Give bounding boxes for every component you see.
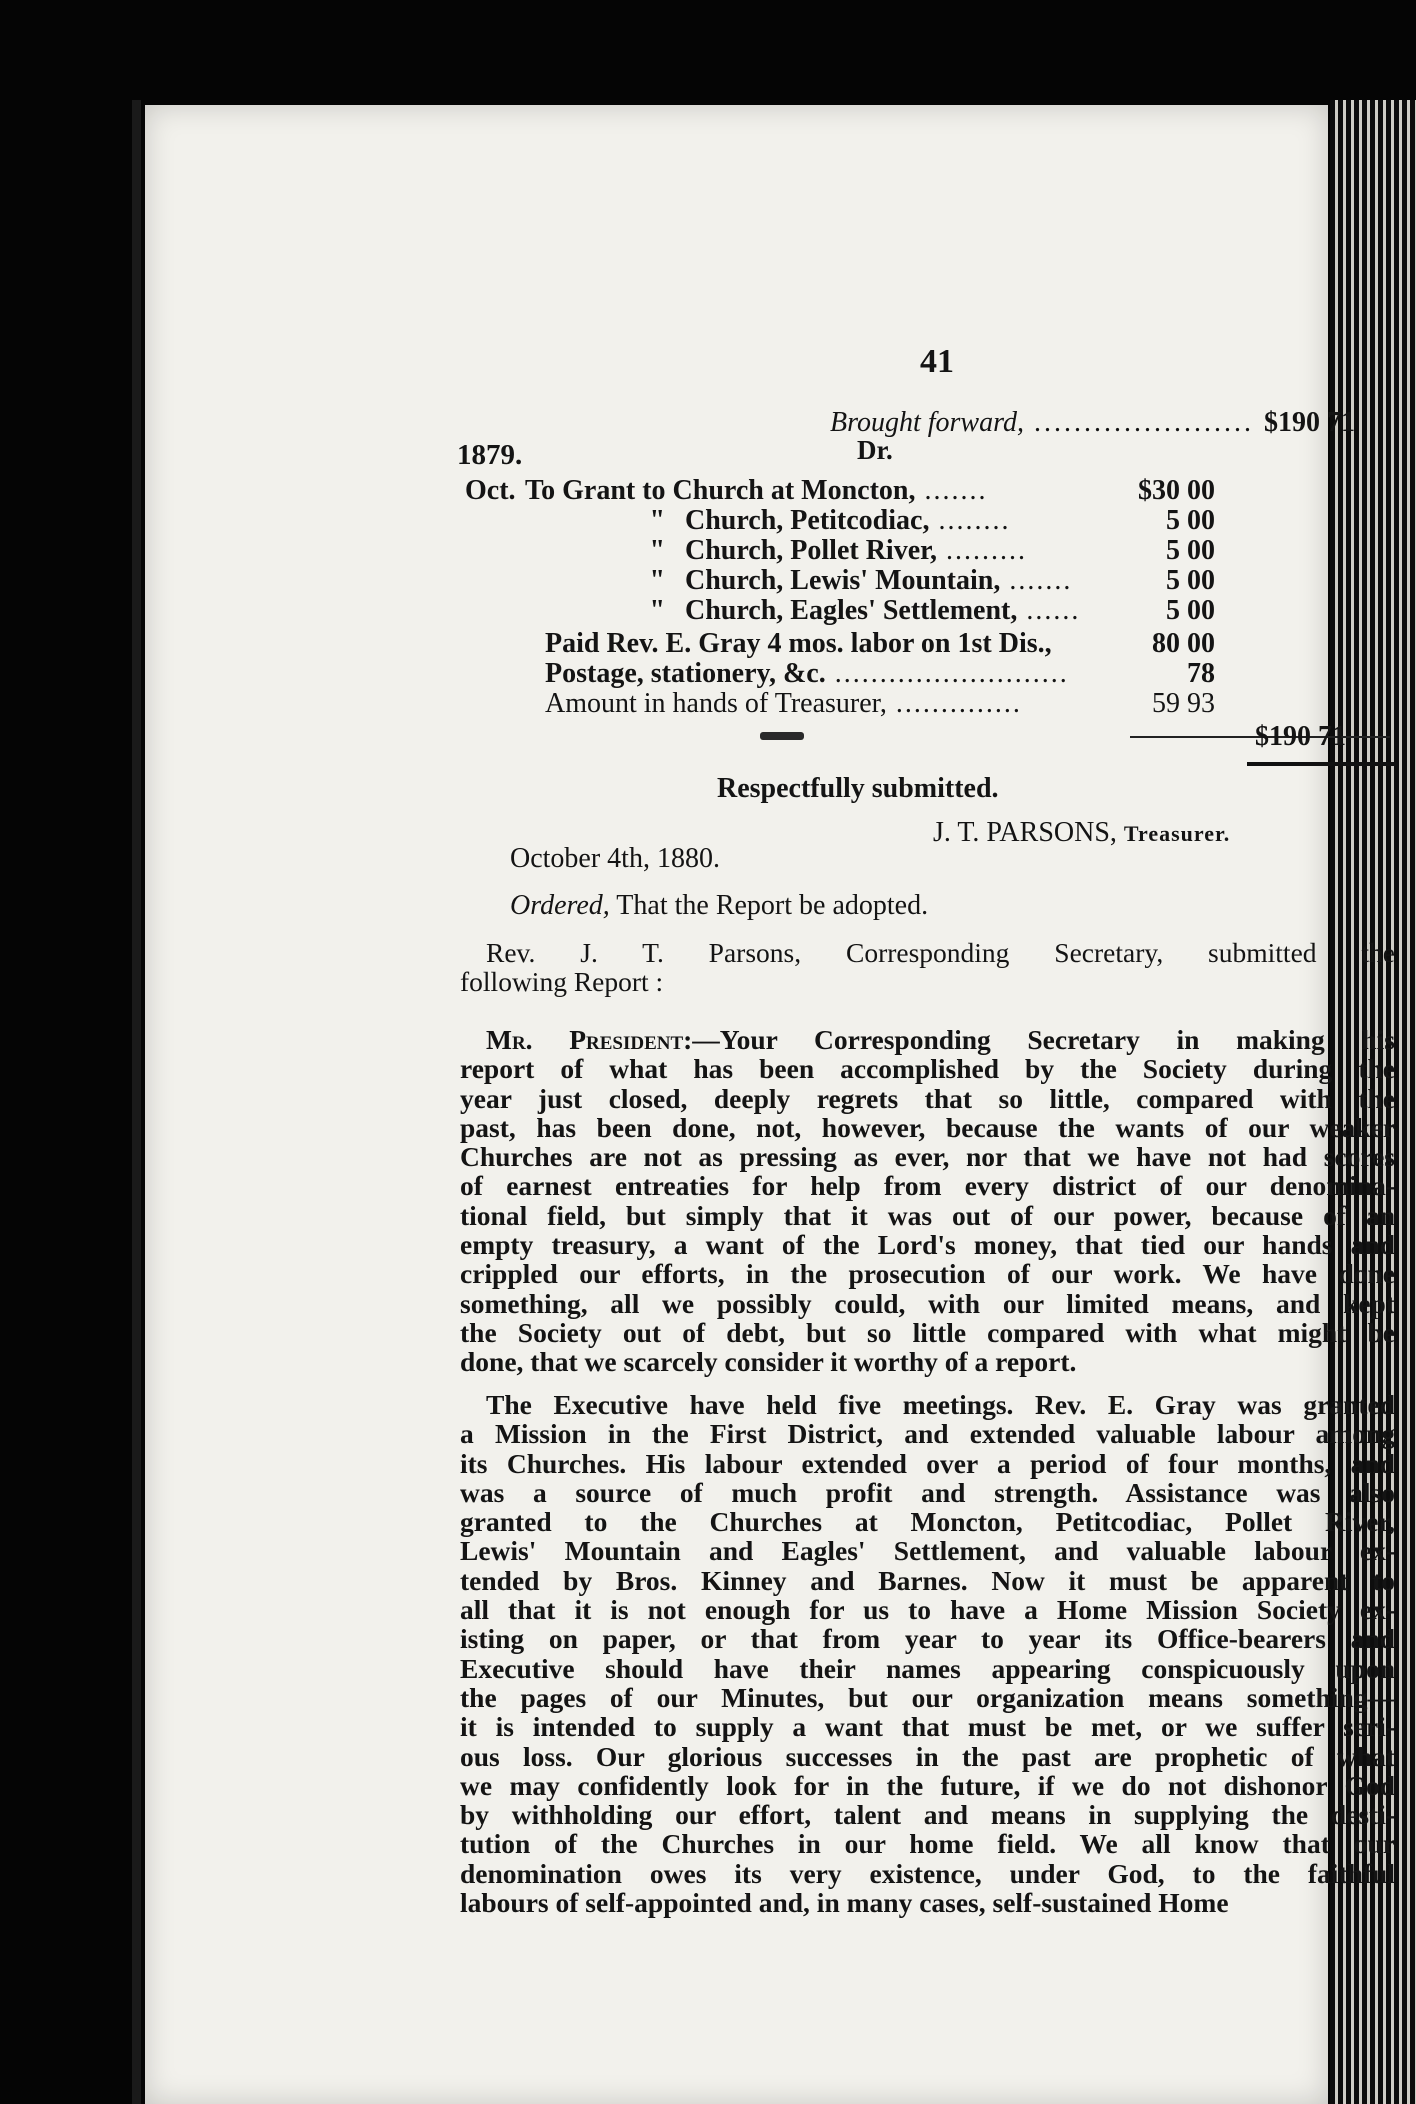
text-line: tional field, but simply that it was out of our power, because of an [460,1199,1395,1231]
text-line: Executive should have their names appearing conspicuously upon [460,1652,1395,1684]
leader-dots: ......... [937,535,1027,566]
brought-forward-line [830,407,1355,439]
text-line: denomination owes its very existence, under God, to the faithful [460,1857,1395,1889]
leader-dots: .......................... [825,658,1069,689]
ledger-row-amount: 80 00 [1152,628,1215,659]
ledger-row [465,535,1215,567]
ledger-row-prefix: " [649,535,665,566]
text-line: report of what has been accomplished by the Society during the [460,1053,1395,1085]
text-line: a Mission in the First District, and extended valuable labour among [460,1418,1395,1450]
report-date: October 4th, 1880. [510,843,720,874]
text-line: Churches are not as pressing as ever, nor that we have not had scores [460,1141,1395,1173]
text-line: tended by Bros. Kinney and Barnes. Now it must be apparent to [460,1564,1395,1596]
page-left-edge [132,100,141,2104]
leader-dots: ....... [915,475,988,506]
ordered-label: Ordered, [510,890,610,921]
ledger-row [465,475,1215,507]
leader-dots: ...................... [1023,407,1254,438]
text-line: past, has been done, not, however, because the wants of our weaker [460,1111,1395,1143]
ledger-row-prefix: " [649,505,665,536]
text-line: Lewis' Mountain and Eagles' Settlement, and valuable labour ex- [460,1535,1395,1567]
signature-name: J. T. PARSONS, [933,817,1117,848]
ledger-row [545,688,1215,720]
total-double-rule [1247,762,1397,766]
text-line: tution of the Churches in our home field. We all know that our [460,1828,1395,1860]
text-line: the pages of our Minutes, but our organization means something— [460,1681,1395,1713]
text-line: all that it is not enough for us to have a Home Mission Society ex- [460,1594,1395,1626]
text-line: The Executive have held five meetings. Rev. E. Gray was granted [486,1389,1395,1420]
ledger-row [545,628,1215,660]
ledger-row-prefix: " [649,565,665,596]
text-line: ous loss. Our glorious successes in the past are prophetic of what [460,1740,1395,1772]
leader-dots: ....... [1000,565,1073,596]
ledger-row-item: Paid Rev. E. Gray 4 mos. labor on 1st Dis., [545,628,1052,659]
text-line: of earnest entreaties for help from every district of our denomina- [460,1170,1395,1202]
ledger-row-amount: 59 93 [1152,688,1215,719]
ledger-row-item: To Grant to Church at Moncton, [525,475,916,506]
ordered-text: That the Report be adopted. [616,890,929,921]
text-line: something, all we possibly could, with our limited means, and kept [460,1287,1395,1319]
text-line: crippled our efforts, in the prosecution of our work. We have done [460,1258,1395,1290]
text-line: was a source of much profit and strength. Assistance was also [460,1476,1395,1508]
treasurer-signature [933,817,1230,849]
signature-title: Treasurer. [1123,821,1231,846]
ledger-row [465,565,1215,597]
ledger-row-amount: 5 00 [1166,535,1215,566]
ledger-year: 1879. [457,439,523,471]
ledger-row [465,505,1215,537]
text-line: Rev. J. T. Parsons, Corresponding Secretary, submitted the [486,937,1395,968]
ledger-row-item: Church, Petitcodiac, [685,505,930,536]
salutation-label: Mr. President [486,1024,684,1055]
text-line: we may confidently look for in the future, if we do not dishonor God [460,1769,1395,1801]
ordered-line [510,890,928,922]
ledger-total: $190 71 [1255,721,1346,752]
text-line: following Report : [460,966,664,998]
ink-smudge [760,732,804,740]
ledger-row-item: Church, Eagles' Settlement, [685,595,1018,626]
text-line [460,1025,1395,1054]
text-line: by withholding our effort, talent and means in supplying the desti- [460,1799,1395,1831]
ledger-row-item: Church, Pollet River, [685,535,937,566]
text-line: year just closed, deeply regrets that so little, compared with the [460,1082,1395,1114]
ledger-row-item: Postage, stationery, &c. [545,658,826,689]
intro-paragraph [460,938,1395,997]
debit-heading: Dr. [857,435,893,465]
ledger-row-amount: $30 00 [1138,475,1215,506]
text-line: empty treasury, a want of the Lord's money, that tied our hands and [460,1229,1395,1261]
ledger-row-prefix: Oct. [465,475,516,506]
text-line: it is intended to supply a want that must be met, or we suffer seri- [460,1711,1395,1743]
text-line-rest: :—Your Corresponding Secretary in making his [683,1024,1395,1055]
ledger-row [545,658,1215,690]
ledger-row-item: Amount in hands of Treasurer, [545,688,887,719]
brought-forward-amount: $190 71 [1263,407,1355,438]
text-line: its Churches. His labour extended over a period of four months, and [460,1447,1395,1479]
ledger-row-amount: 5 00 [1166,595,1215,626]
respectfully-submitted: Respectfully submitted. [717,773,999,804]
text-line: isting on paper, or that from year to year its Office-bearers and [460,1623,1395,1655]
leader-dots: .............. [886,688,1022,719]
ledger-row [465,595,1215,627]
ledger-row-amount: 5 00 [1166,565,1215,596]
document-page [145,105,1395,2104]
page-number: 41 [920,343,954,380]
president-paragraph [460,1025,1395,1377]
ledger-row-amount: 78 [1187,658,1215,689]
leader-dots: ........ [929,505,1011,536]
text-line: done, that we scarcely consider it worthy of a report. [460,1346,1077,1378]
ledger-row-prefix: " [649,595,665,626]
text-line: the Society out of debt, but so little compared with what might be [460,1316,1395,1348]
brought-forward-label: Brought forward, [830,407,1024,438]
text-line: granted to the Churches at Moncton, Petitcodiac, Pollet River, [460,1506,1395,1538]
leader-dots: ...... [1017,595,1081,626]
ledger-row-item: Church, Lewis' Mountain, [685,565,1001,596]
ledger-row-amount: 5 00 [1166,505,1215,536]
executive-paragraph [460,1390,1395,1917]
text-line: labours of self-appointed and, in many cases, self-sustained Home [460,1887,1229,1919]
